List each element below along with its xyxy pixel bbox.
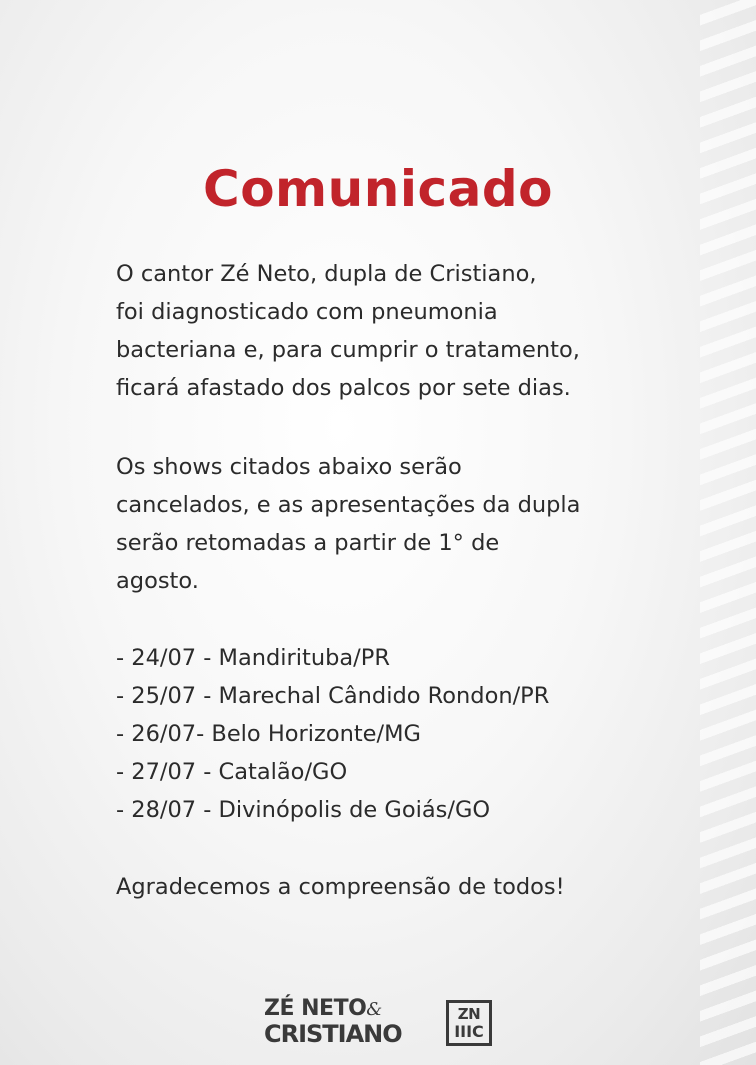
list-item: - 27/07 - Catalão/GO: [116, 759, 348, 785]
text-line: Agradecemos a compreensão de todos!: [116, 874, 565, 900]
text-line: agosto.: [116, 568, 199, 594]
ze-neto-cristiano-logo: [264, 998, 402, 1047]
logo-name-text: ZÉ NETO: [264, 996, 367, 1021]
text-line: foi diagnosticado com pneumonia: [116, 299, 498, 325]
logo-ampersand: &: [366, 999, 382, 1020]
monogram-top: ZN: [457, 1005, 481, 1023]
logo-name-bottom: CRISTIANO: [264, 1020, 402, 1048]
cancelled-shows-list: [116, 639, 676, 829]
closing-message: [116, 868, 676, 906]
text-line: Os shows citados abaixo serão: [116, 454, 462, 480]
list-item: - 28/07 - Divinópolis de Goiás/GO: [116, 797, 491, 823]
list-item: - 26/07- Belo Horizonte/MG: [116, 721, 421, 747]
list-item: - 25/07 - Marechal Cândido Rondon/PR: [116, 683, 550, 709]
paragraph-cancellation: [116, 448, 676, 600]
page-title: Comunicado: [203, 159, 553, 218]
text-line: O cantor Zé Neto, dupla de Cristiano,: [116, 261, 537, 287]
text-line: serão retomadas a partir de 1° de: [116, 530, 500, 556]
list-item: - 24/07 - Mandirituba/PR: [116, 645, 390, 671]
text-line: ficará afastado dos palcos por sete dias.: [116, 375, 571, 401]
logo-line-top: [264, 998, 402, 1021]
zn-monogram-logo: [446, 1000, 492, 1046]
paragraph-announcement: [116, 255, 676, 407]
text-line: cancelados, e as apresentações da dupla: [116, 492, 581, 518]
text-line: bacteriana e, para cumprir o tratamento,: [116, 337, 580, 363]
monogram-bottom: IIIC: [454, 1022, 484, 1041]
